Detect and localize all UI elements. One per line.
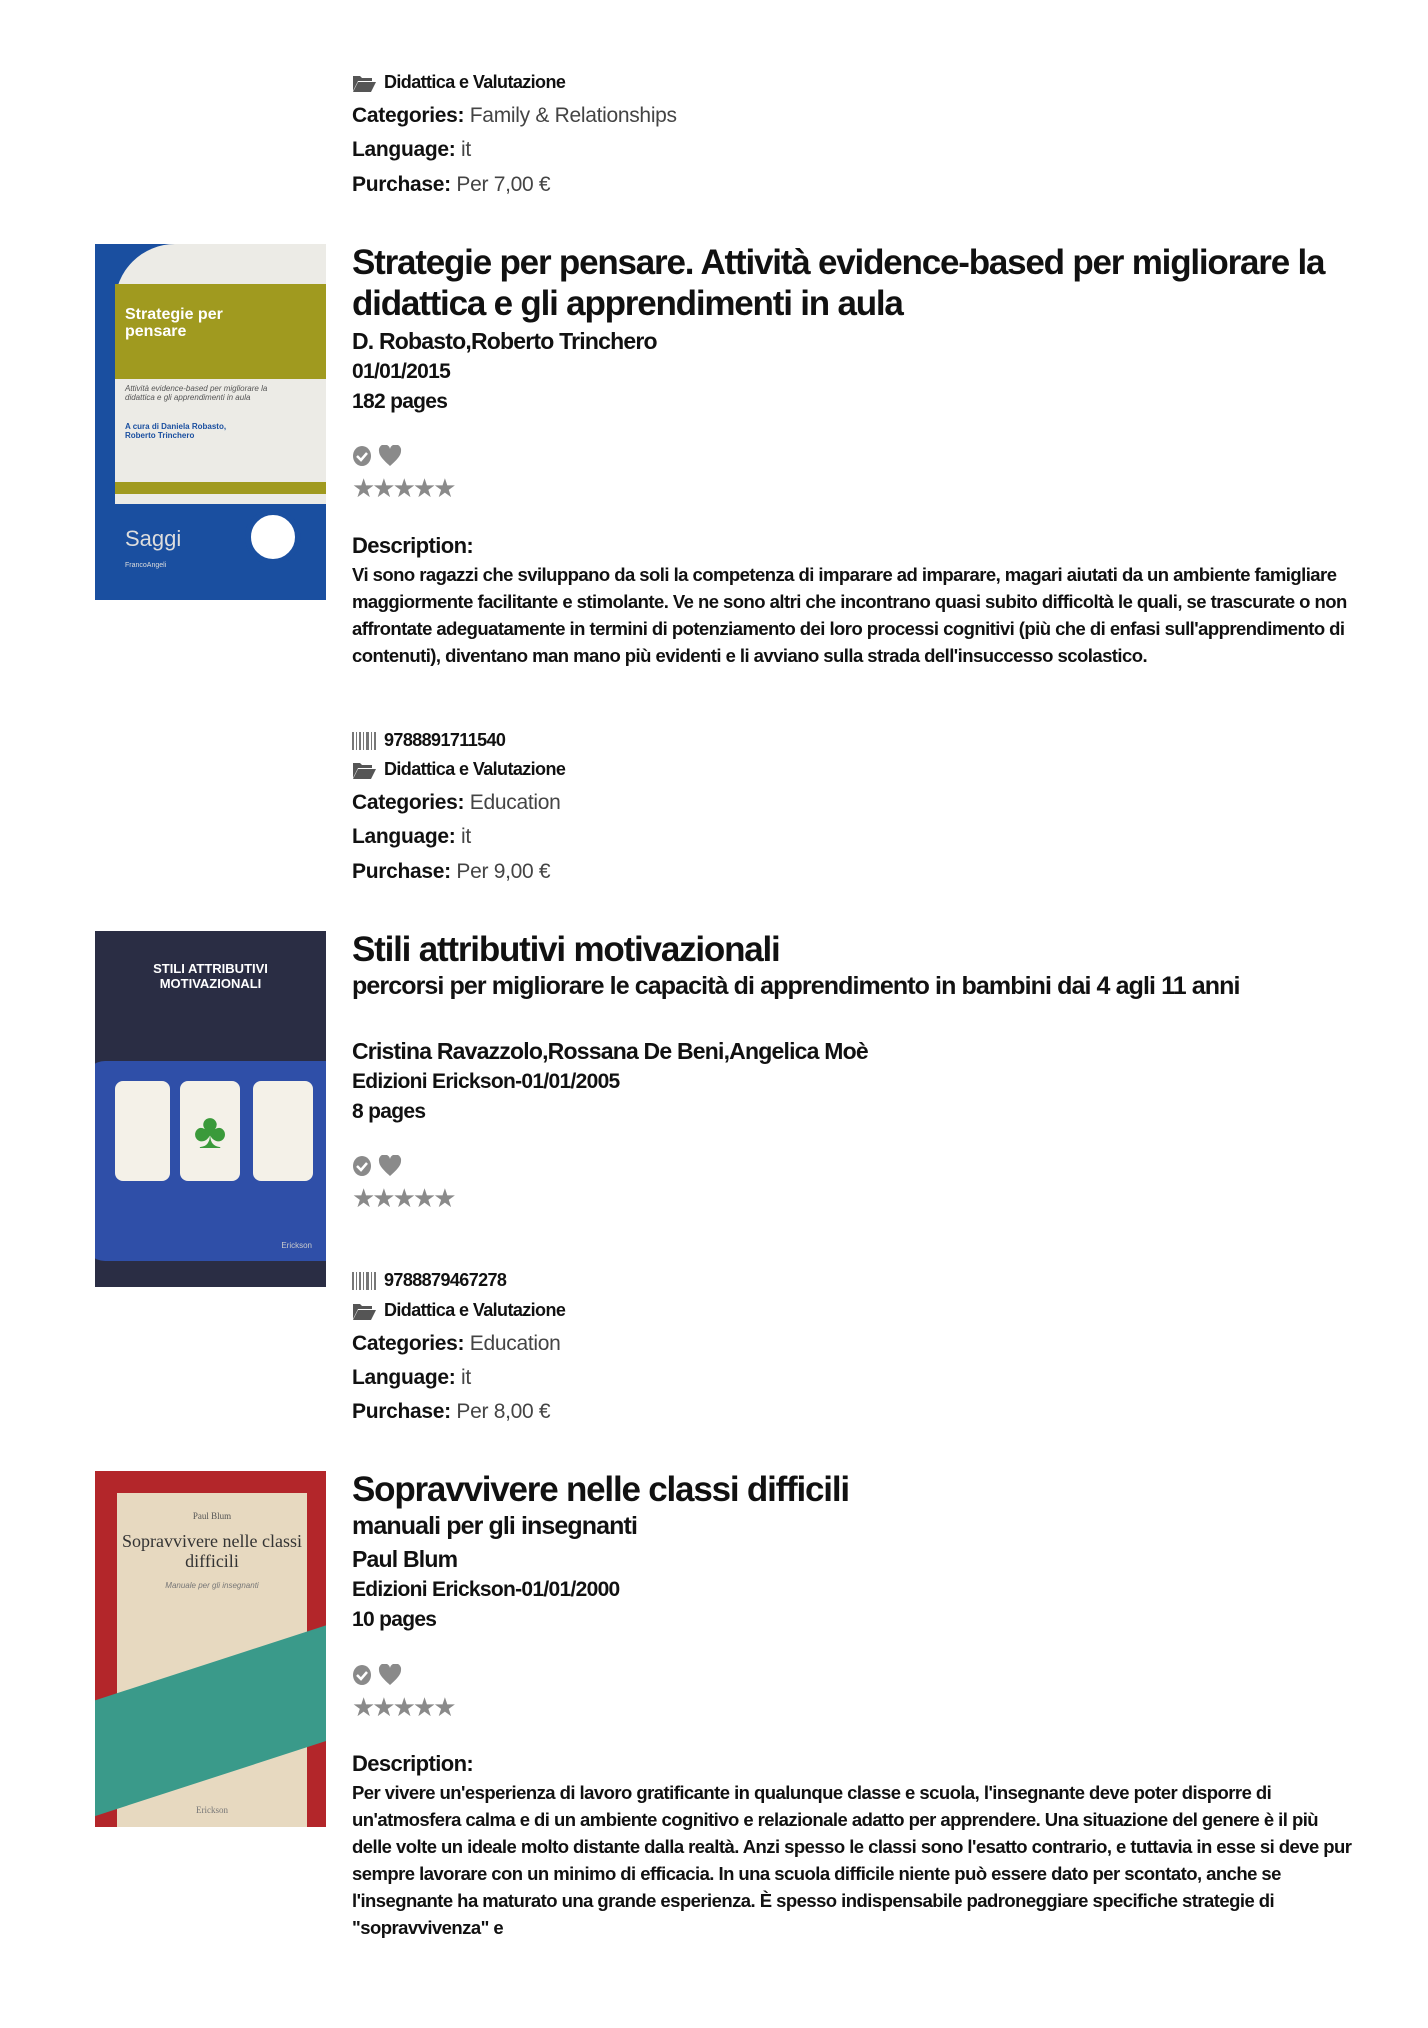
book-pages: 10 pages xyxy=(352,1608,437,1631)
value[interactable]: Per 9,00 € xyxy=(456,860,551,883)
book-actions xyxy=(352,1155,402,1177)
isbn: 9788879467278 xyxy=(384,1270,507,1290)
folder-icon xyxy=(352,1301,376,1321)
folder-row[interactable] xyxy=(352,759,565,780)
check-circle-icon[interactable] xyxy=(352,445,372,467)
book-pages: 182 pages xyxy=(352,390,448,413)
folder-icon xyxy=(352,760,376,780)
value: Family & Relationships xyxy=(469,104,677,127)
purchase-row[interactable] xyxy=(352,1400,550,1424)
purchase-row[interactable] xyxy=(352,173,550,197)
value: it xyxy=(461,825,471,848)
label: Language: xyxy=(352,825,456,848)
value: Education xyxy=(469,1332,561,1355)
value[interactable]: Per 8,00 € xyxy=(456,1400,551,1423)
book-title[interactable]: Strategie per pensare. Attività evidence-based per migliorare la didattica e gli apprendimenti in aula xyxy=(352,243,1325,323)
book-cover-sopravvivere[interactable] xyxy=(95,1471,326,1827)
star-rating[interactable]: ★★★★★ xyxy=(352,1183,454,1213)
label: Categories: xyxy=(352,1332,465,1355)
cover-title: Strategie per pensare xyxy=(125,306,223,340)
heart-icon[interactable] xyxy=(378,1664,402,1686)
value: it xyxy=(461,1366,471,1389)
book-subtitle: percorsi per migliorare le capacità di apprendimento in bambini dai 4 agli 11 anni xyxy=(352,972,1240,1000)
label: Language: xyxy=(352,138,456,161)
book-date: 01/01/2015 xyxy=(352,360,451,383)
label: Categories: xyxy=(352,104,465,127)
cover-series: Saggi xyxy=(125,526,182,551)
isbn: 9788891711540 xyxy=(384,730,506,750)
book-pages: 8 pages xyxy=(352,1100,426,1123)
language-row xyxy=(352,1366,471,1390)
cover-title: Sopravvivere nelle classi difficili xyxy=(122,1531,302,1571)
book-date: Edizioni Erickson-01/01/2005 xyxy=(352,1070,620,1093)
cover-subtitle: Manuale per gli insegnanti xyxy=(165,1581,259,1590)
label: Purchase: xyxy=(352,860,451,883)
value: it xyxy=(461,138,471,161)
description-text: Per vivere un'esperienza di lavoro gratificante in qualunque classe e scuola, l'insegnante deve poter disporre di un'atmosfera calma e di un ambiente cognitivo e relazionale adatto per apprendere. Una situazione del genere è il più delle volte un ideale molto distante dalla realtà. Anzi spesso le classi sono l'esatto contrario, e tuttavia in esse si deve pur sempre lavorare con un minimo di efficacia. In una scuola difficile niente può essere dato per scontato, anche se l'insegnante ha maturato una grande esperienza. È spesso indispensabile padroneggiare specifiche strategie di "sopravvivenza" e xyxy=(352,1782,1352,1938)
barcode-icon xyxy=(352,1272,376,1290)
barcode-icon xyxy=(352,732,376,750)
label: Purchase: xyxy=(352,173,451,196)
purchase-row[interactable] xyxy=(352,860,550,884)
star-rating[interactable]: ★★★★★ xyxy=(352,473,454,503)
cover-publisher: FrancoAngeli xyxy=(125,562,167,569)
book-authors: Cristina Ravazzolo,Rossana De Beni,Angelica Moè xyxy=(352,1038,868,1064)
language-row xyxy=(352,138,471,162)
folder-icon xyxy=(352,73,376,93)
book-actions xyxy=(352,445,402,467)
isbn-row xyxy=(352,1270,506,1291)
cover-publisher: Erickson xyxy=(281,1241,312,1250)
book-date: Edizioni Erickson-01/01/2000 xyxy=(352,1578,620,1601)
star-rating[interactable]: ★★★★★ xyxy=(352,1692,454,1722)
value[interactable]: Per 7,00 € xyxy=(456,173,551,196)
cover-editors: A cura di Daniela Robasto, Roberto Trinchero xyxy=(125,422,227,440)
book-cover-strategie[interactable] xyxy=(95,244,326,600)
label: Language: xyxy=(352,1366,456,1389)
cover-title: STILI ATTRIBUTIVI MOTIVAZIONALI xyxy=(153,961,268,991)
label: Purchase: xyxy=(352,1400,451,1423)
heart-icon[interactable] xyxy=(378,1155,402,1177)
language-row xyxy=(352,825,471,849)
description-label: Description: xyxy=(352,1751,474,1776)
book-subtitle: manuali per gli insegnanti xyxy=(352,1512,637,1540)
cover-author: Paul Blum xyxy=(192,1511,232,1521)
value: Education xyxy=(469,791,561,814)
folder-row[interactable] xyxy=(352,1300,565,1321)
folder-label: Didattica e Valutazione xyxy=(384,759,566,779)
folder-row[interactable] xyxy=(352,72,565,93)
book-title[interactable]: Stili attributivi motivazionali xyxy=(352,930,780,969)
folder-label: Didattica e Valutazione xyxy=(384,1300,566,1320)
description-label: Description: xyxy=(352,533,474,558)
heart-icon[interactable] xyxy=(378,445,402,467)
book-authors: D. Robasto,Roberto Trinchero xyxy=(352,328,657,354)
label: Categories: xyxy=(352,791,465,814)
book-actions xyxy=(352,1664,402,1686)
check-circle-icon[interactable] xyxy=(352,1155,372,1177)
folder-label: Didattica e Valutazione xyxy=(384,72,566,92)
check-circle-icon[interactable] xyxy=(352,1664,372,1686)
book-title[interactable]: Sopravvivere nelle classi difficili xyxy=(352,1470,849,1509)
description-text: Vi sono ragazzi che sviluppano da soli la competenza di imparare ad imparare, magari aiutati da un ambiente famigliare maggiormente facilitante e stimolante. Ve ne sono altri che incontrano quasi subito difficoltà le quali, se trascurate o non affrontate adeguatamente in termini di potenziamento dei loro processi cognitivi (più che di enfasi sull'apprendimento di contenuti), diventano man mano più evidenti e li avviano sulla strada dell'insuccesso scolastico. xyxy=(352,564,1347,666)
categories-row xyxy=(352,104,677,128)
cover-subtitle: Attività evidence-based per migliorare la didattica e gli apprendimenti in aula xyxy=(125,384,268,402)
book-cover-stili[interactable]: STILI ATTRIBUTIVI MOTIVAZIONALI ♣ Erickson xyxy=(95,931,326,1287)
categories-row xyxy=(352,791,560,815)
categories-row xyxy=(352,1332,560,1356)
cover-publisher: Erickson xyxy=(196,1805,228,1815)
book-authors: Paul Blum xyxy=(352,1546,458,1572)
isbn-row xyxy=(352,730,505,751)
